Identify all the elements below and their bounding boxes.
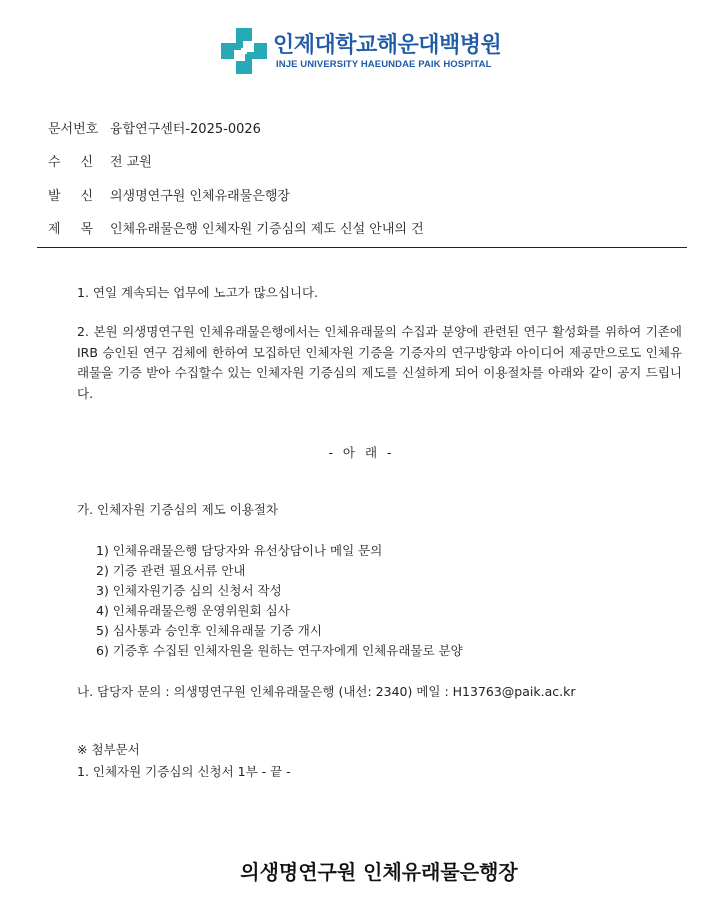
procedure-step: 6) 기증후 수집된 인체자원을 원하는 연구자에게 인체유래물로 분양 [96,643,463,658]
signer: 의생명연구원 인체유래물은행장 [240,860,518,884]
subject-value: 인체유래물은행 인체자원 기증심의 제도 신설 안내의 건 [110,222,424,237]
procedure-step: 5) 심사통과 승인후 인체유래물 기증 개시 [96,623,322,638]
recipient-value: 전 교원 [110,155,152,170]
procedure-step: 3) 인체자원기증 심의 신청서 작성 [96,583,282,598]
sender-value: 의생명연구원 인체유래물은행장 [110,189,290,204]
procedure-step: 4) 인체유래물은행 운영위원회 심사 [96,603,290,618]
subject-label: 제목 [48,222,114,237]
hospital-logo [219,26,519,76]
body-item-1: 1. 연일 계속되는 업무에 노고가 많으십니다. [77,285,319,300]
logo-name-english: INJE UNIVERSITY HAEUNDAE PAIK HOSPITAL [276,59,492,70]
doc-number-value: 융합연구센터-2025-0026 [110,122,261,137]
procedure-step: 1) 인체유래물은행 담당자와 유선상담이나 메일 문의 [96,543,383,558]
sender-row [48,185,290,204]
sender-label: 발신 [48,189,114,204]
section-ga-title: 가. 인체자원 기증심의 제도 이용절차 [77,502,278,517]
doc-number-row [48,118,261,137]
procedure-steps [96,541,463,661]
below-marker: - 아 래 - [328,445,395,460]
recipient-label: 수신 [48,155,114,170]
logo-name-korean: 인제대학교해운대백병원 [273,33,502,58]
doc-number-label: 문서번호 [48,122,99,137]
header-divider [37,247,687,248]
section-na-contact: 나. 담당자 문의 : 의생명연구원 인체유래물은행 (내선: 2340) 메일 : H13763@paik.ac.kr [77,684,576,699]
attachment-label: ※ 첨부문서 [77,742,140,757]
attachment-item: 1. 인체자원 기증심의 신청서 1부 - 끝 - [77,764,291,779]
hospital-cross-icon [219,26,269,76]
body-item-2: 2. 본원 의생명연구원 인체유래물은행에서는 인체유래물의 수집과 분양에 관련된 연구 활성화를 위하여 기존에 IRB 승인된 연구 검체에 한하여 모집하던 인체자원 기증을 기증자의 연구방향과 아이디어 제공만으로도 인체유래물을 기증 받아 수집할수 있는 인체자원 기증심의 제도를 신설하게 되어 이용절차를 아래와 같이 공지 드립니다. [77,324,682,401]
recipient-row [48,151,152,170]
subject-row [48,218,424,237]
procedure-step: 2) 기증 관련 필요서류 안내 [96,563,246,578]
